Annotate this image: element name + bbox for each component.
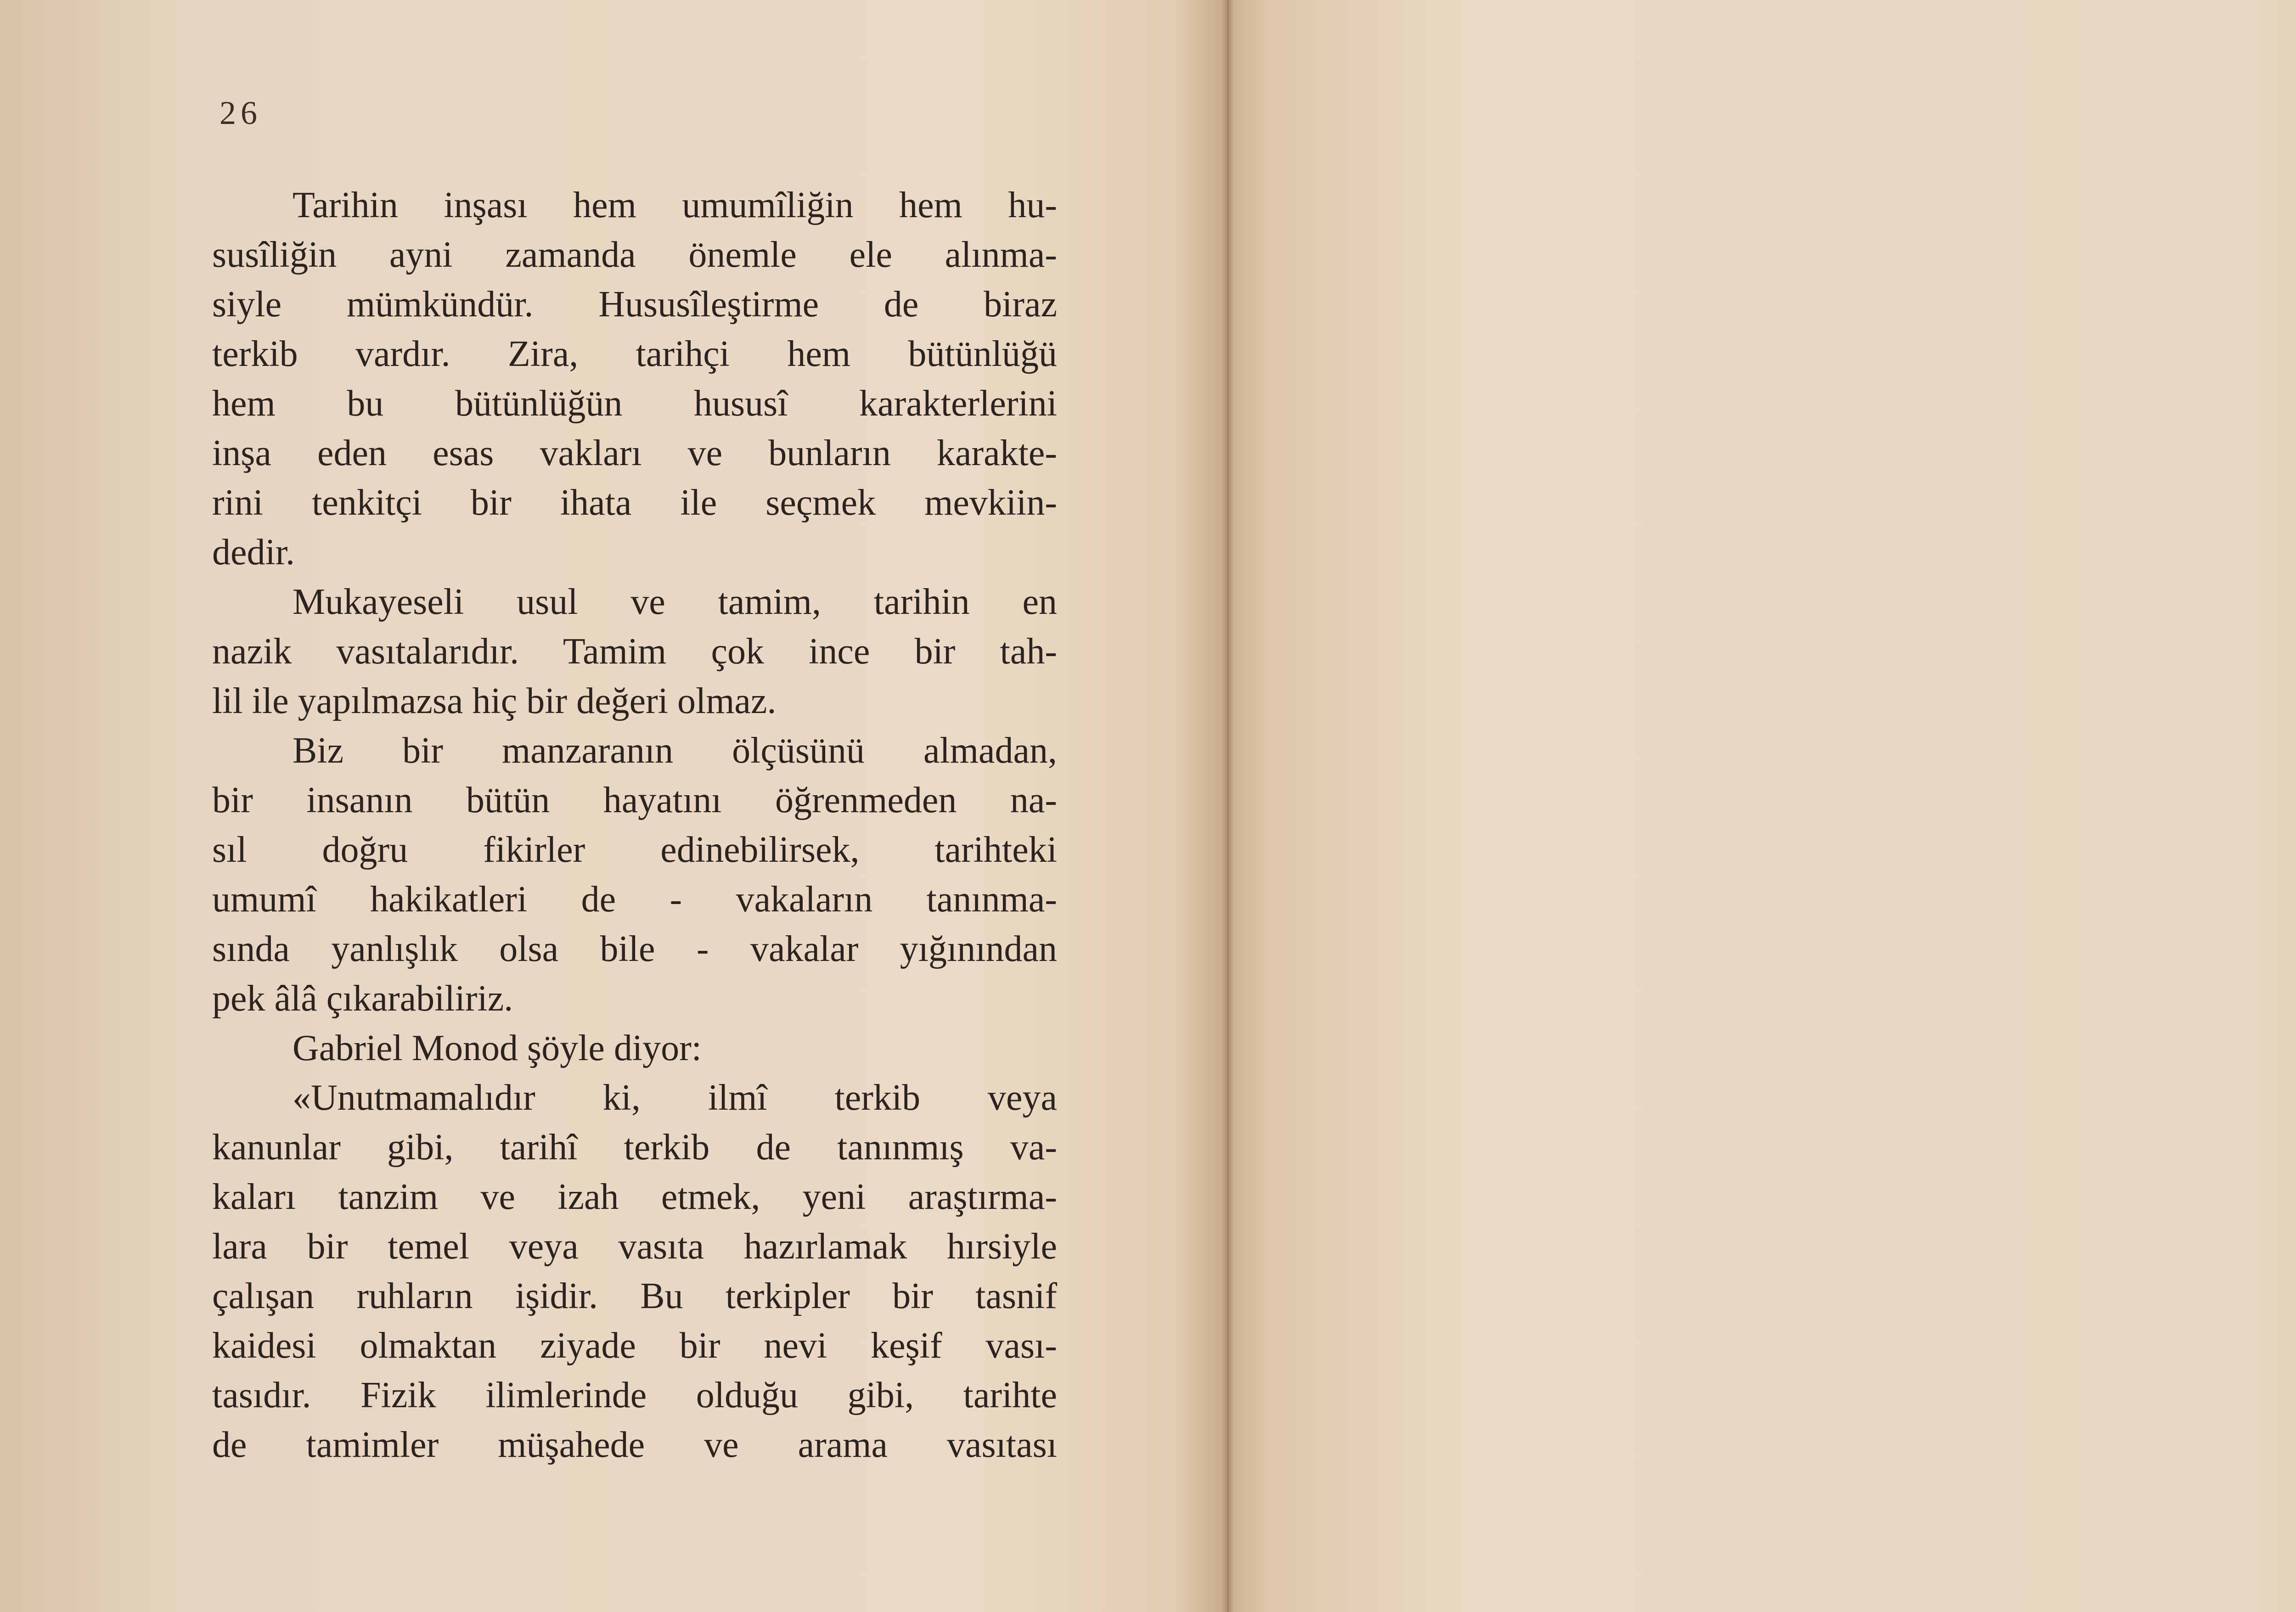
page-number-left: 26 [219,95,262,131]
book-gutter [1221,0,1234,1612]
text-line: kaidesi olmaktan ziyade bir nevi keşif vası- [212,1326,1057,1366]
text-line: Mukayeseli usul ve tamim, tarihin en [293,582,1057,622]
right-page [1234,0,2296,1612]
text-line: de tamimler müşahede ve arama vasıtası [212,1425,1057,1465]
text-line: Tarihin inşası hem umumîliğin hem hu- [293,185,1057,225]
text-line: tasıdır. Fizik ilimlerinde olduğu gibi, tarihte [212,1375,1057,1415]
text-line: «Unutmamalıdır ki, ilmî terkib veya [293,1078,1057,1118]
text-line: lil ile yapılmazsa hiç bir değeri olmaz. [212,681,777,721]
text-line: lara bir temel veya vasıta hazırlamak hırsiyle [212,1226,1057,1267]
text-line: kanunlar gibi, tarihî terkib de tanınmış va- [212,1127,1057,1168]
text-line: bir insanın bütün hayatını öğrenmeden na- [212,780,1057,820]
text-line: nazik vasıtalarıdır. Tamim çok ince bir tah- [212,631,1057,672]
text-line: Biz bir manzaranın ölçüsünü almadan, [293,730,1057,771]
text-line: pek âlâ çıkarabiliriz. [212,978,513,1019]
left-page-text [212,180,1057,1470]
text-line: sında yanlışlık olsa bile - vakalar yığınından [212,929,1057,969]
text-line: Gabriel Monod şöyle diyor: [293,1028,702,1068]
text-line: umumî hakikatleri de - vakaların tanınma- [212,879,1057,920]
text-line: dedir. [212,532,295,573]
text-line: susîliğin ayni zamanda önemle ele alınma- [212,235,1057,275]
text-line: inşa eden esas vakları ve bunların karakte- [212,433,1057,473]
text-line: çalışan ruhların işidir. Bu terkipler bir tasnif [212,1276,1057,1316]
text-line: kaları tanzim ve izah etmek, yeni araştırma- [212,1177,1057,1217]
text-line: siyle mümkündür. Hususîleştirme de biraz [212,284,1057,325]
text-line: hem bu bütünlüğün hususî karakterlerini [212,383,1057,424]
text-line: sıl doğru fikirler edinebilirsek, tarihteki [212,830,1057,870]
text-line: rini tenkitçi bir ihata ile seçmek mevkiin- [212,483,1057,523]
text-line: terkib vardır. Zira, tarihçi hem bütünlüğü [212,334,1057,374]
